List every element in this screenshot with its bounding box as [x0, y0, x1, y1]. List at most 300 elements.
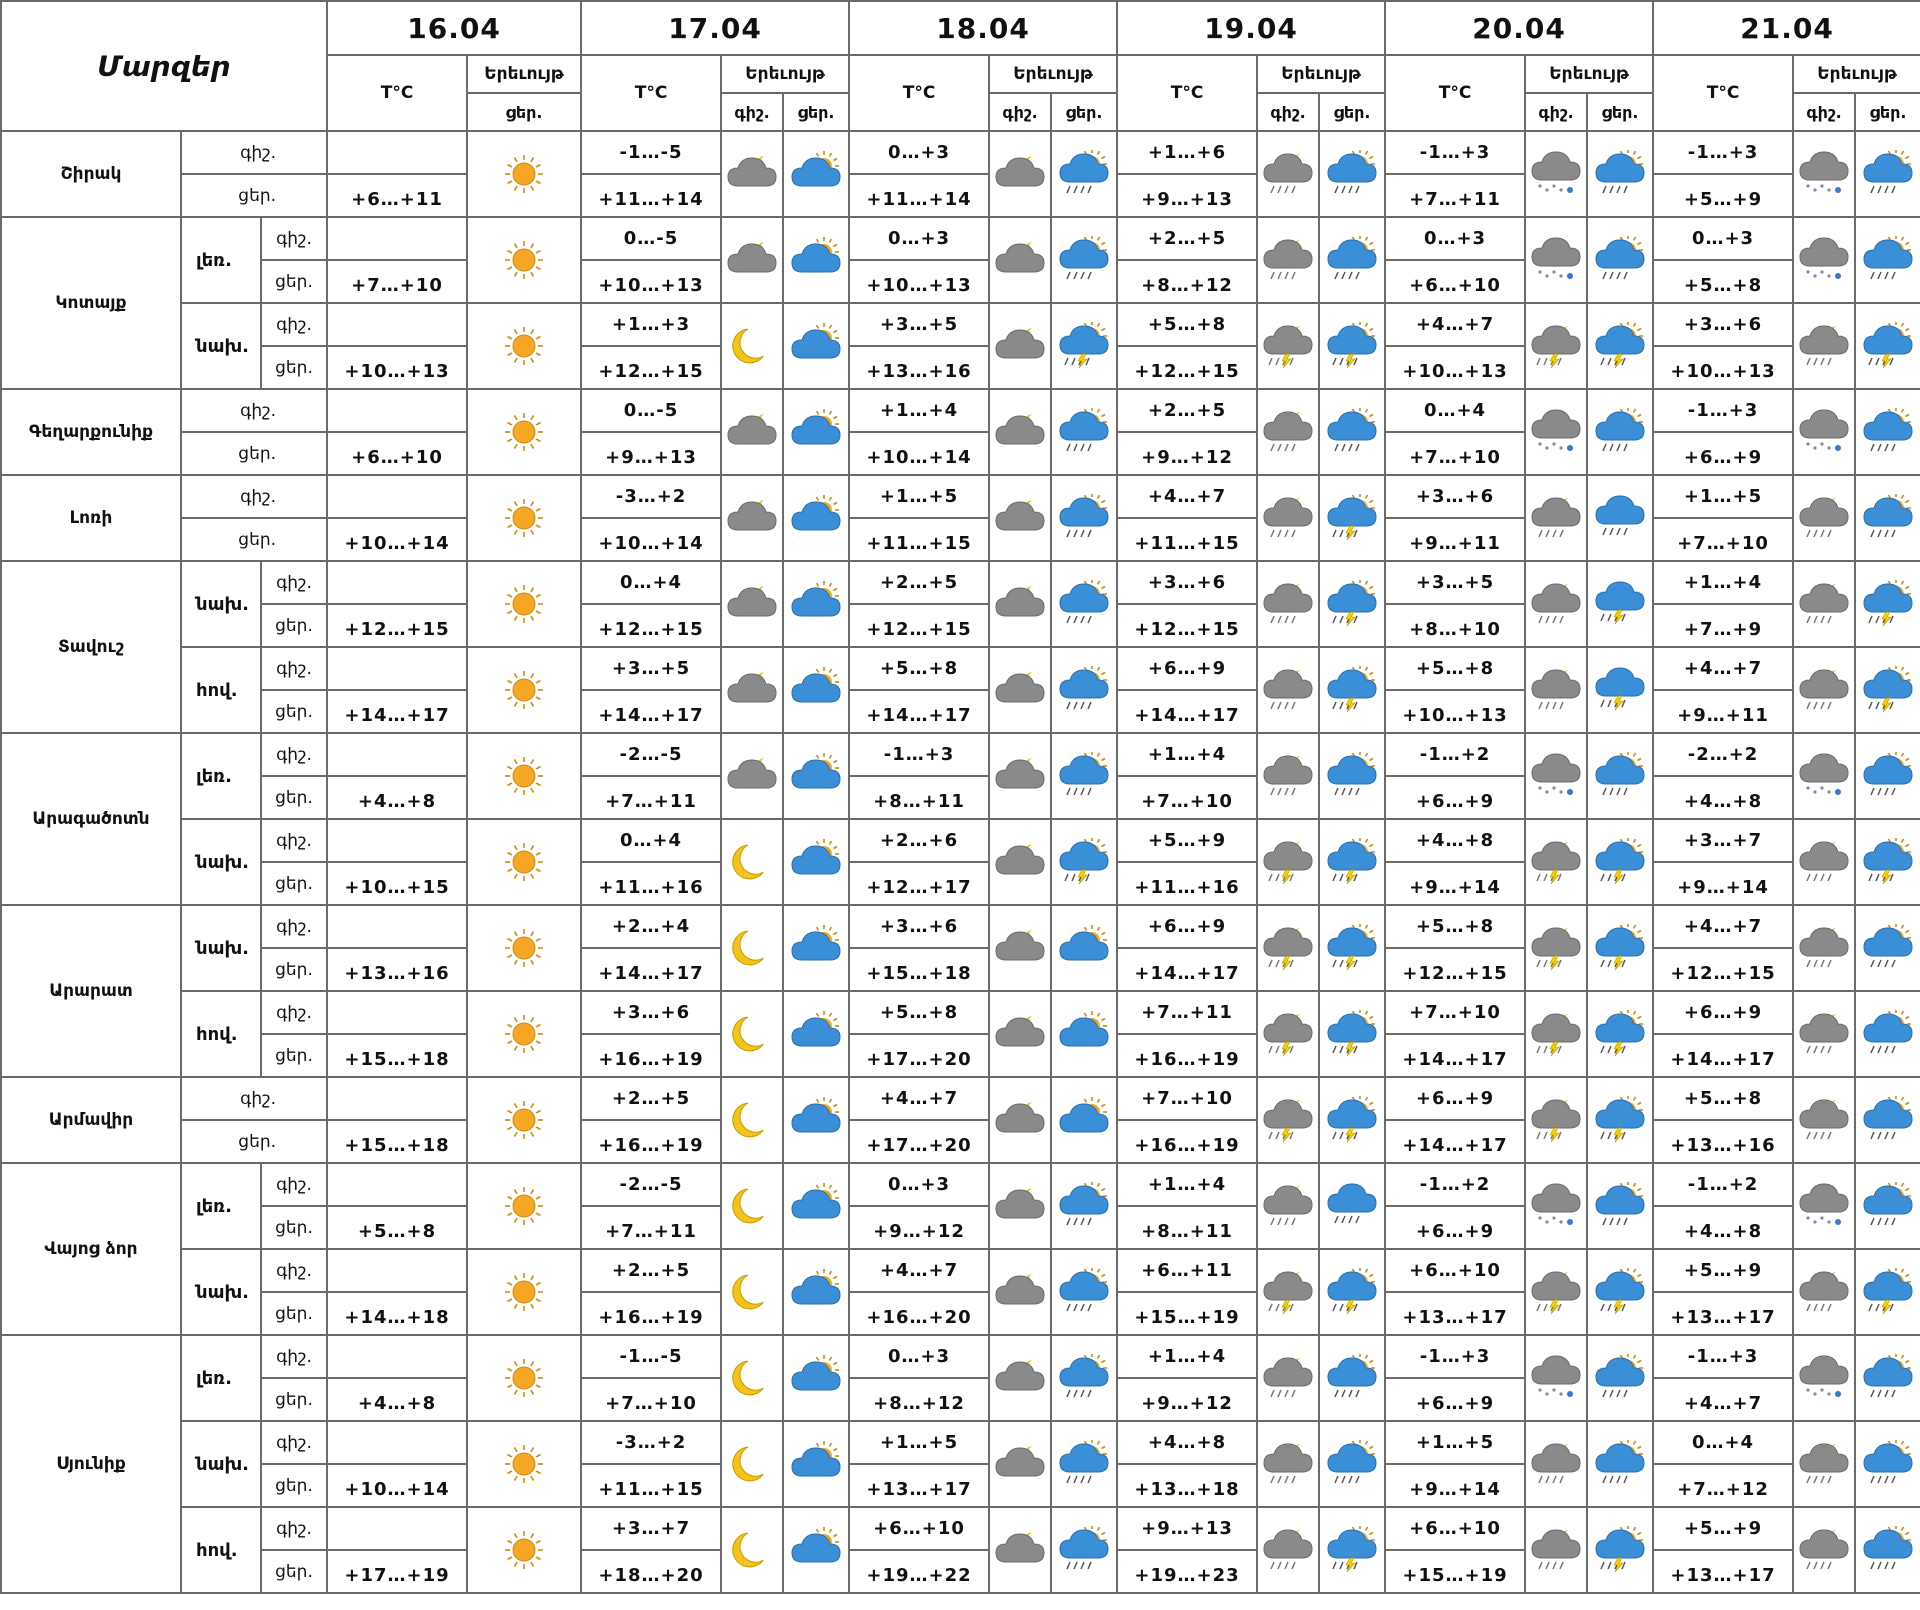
- table-row-night: [1, 647, 1920, 690]
- temperature-day: +7…+11: [1385, 174, 1525, 217]
- blue-cloud-sun-rain-icon: [1587, 1421, 1653, 1507]
- blue-cloud-sun-storm-icon: [1319, 475, 1385, 561]
- temperature-day: +10…+13: [581, 260, 721, 303]
- temperature-night: +2…+5: [1117, 217, 1257, 260]
- moon-icon: [721, 905, 783, 991]
- moon-icon: [721, 1249, 783, 1335]
- table-body: [1, 131, 1920, 1593]
- temperature-day: +7…+9: [1653, 604, 1793, 647]
- night-header: գիշ.: [1525, 93, 1587, 131]
- temperature-header: T°C: [1653, 55, 1793, 131]
- blue-cloud-sun-storm-icon: [1855, 819, 1920, 905]
- sun-icon: [467, 1249, 581, 1335]
- temperature-day: +10…+13: [327, 346, 467, 389]
- blue-cloud-sun-rain-icon: [1319, 1421, 1385, 1507]
- blue-cloud-sun-rain-icon: [1051, 131, 1117, 217]
- cloud-moon-rain-icon: [1793, 819, 1855, 905]
- table-row-night: [1, 1335, 1920, 1378]
- cloud-moon-icon: [989, 1421, 1051, 1507]
- temperature-day: +6…+9: [1385, 776, 1525, 819]
- blue-cloud-sun-rain-icon: [1051, 733, 1117, 819]
- temperature-night: -1…+3: [1385, 1335, 1525, 1378]
- night-label: գիշ.: [261, 561, 327, 604]
- temperature-night: +3…+5: [581, 647, 721, 690]
- temperature-day: +15…+18: [327, 1120, 467, 1163]
- cloud-moon-rain-icon: [1257, 733, 1319, 819]
- blue-cloud-rain-icon: [1587, 475, 1653, 561]
- cloud-snow-icon: [1525, 1335, 1587, 1421]
- cloud-moon-storm-icon: [1525, 1249, 1587, 1335]
- blue-cloud-sun-storm-icon: [1855, 561, 1920, 647]
- blue-cloud-sun-rain-icon: [1051, 561, 1117, 647]
- temperature-day: +16…+19: [581, 1034, 721, 1077]
- day-label: ցեր.: [261, 346, 327, 389]
- table-row-night: [1, 217, 1920, 260]
- temperature-day: +9…+14: [1653, 862, 1793, 905]
- region-name: Վայոց ձոր: [1, 1163, 181, 1335]
- blue-cloud-sun-rain-icon: [1855, 131, 1920, 217]
- temperature-night: +1…+4: [849, 389, 989, 432]
- cloud-moon-icon: [989, 647, 1051, 733]
- temperature-day: +8…+12: [1117, 260, 1257, 303]
- cloud-moon-icon: [989, 475, 1051, 561]
- temperature-day: +5…+8: [1653, 260, 1793, 303]
- temperature-day: +9…+14: [1385, 862, 1525, 905]
- sun-icon: [467, 561, 581, 647]
- day-header: ցեր.: [783, 93, 849, 131]
- temperature-night: +1…+4: [1653, 561, 1793, 604]
- cloud-moon-icon: [989, 389, 1051, 475]
- table-row-night: [1, 819, 1920, 862]
- temperature-day: +18…+20: [581, 1550, 721, 1593]
- blue-cloud-sun-storm-icon: [1319, 561, 1385, 647]
- temperature-day: +4…+7: [1653, 1378, 1793, 1421]
- blue-cloud-sun-rain-icon: [1051, 1335, 1117, 1421]
- temperature-day: +6…+10: [1385, 260, 1525, 303]
- cloud-moon-rain-icon: [1793, 647, 1855, 733]
- night-label: գիշ.: [181, 475, 327, 518]
- temperature-night: +4…+8: [1117, 1421, 1257, 1464]
- cloud-moon-storm-icon: [1525, 819, 1587, 905]
- table-row-night: [1, 1421, 1920, 1464]
- temperature-night: +7…+10: [1117, 1077, 1257, 1120]
- temperature-night: +5…+8: [1117, 303, 1257, 346]
- cloud-moon-rain-icon: [1257, 1335, 1319, 1421]
- day-label: ցեր.: [181, 1120, 327, 1163]
- night-label: գիշ.: [261, 905, 327, 948]
- blue-cloud-sun-storm-icon: [1587, 1507, 1653, 1593]
- temperature-night: +3…+7: [1653, 819, 1793, 862]
- temperature-night-empty: [327, 1249, 467, 1292]
- blue-cloud-sun-storm-icon: [1319, 819, 1385, 905]
- night-label: գիշ.: [261, 303, 327, 346]
- cloud-moon-icon: [989, 303, 1051, 389]
- temperature-day: +4…+8: [1653, 1206, 1793, 1249]
- temperature-day: +13…+16: [1653, 1120, 1793, 1163]
- phenomena-header: Երեւույթ: [1525, 55, 1653, 93]
- sun-icon: [467, 1421, 581, 1507]
- cloud-moon-icon: [989, 905, 1051, 991]
- blue-cloud-storm-icon: [1587, 561, 1653, 647]
- table-row-night: [1, 475, 1920, 518]
- cloud-snow-icon: [1793, 733, 1855, 819]
- moon-icon: [721, 1335, 783, 1421]
- temperature-night: +4…+7: [1385, 303, 1525, 346]
- temperature-night: +3…+7: [581, 1507, 721, 1550]
- temperature-header: T°C: [1385, 55, 1525, 131]
- region-name: Շիրակ: [1, 131, 181, 217]
- temperature-night: +3…+5: [1385, 561, 1525, 604]
- night-label: գիշ.: [261, 1335, 327, 1378]
- temperature-day: +11…+14: [581, 174, 721, 217]
- temperature-night: 0…+3: [849, 217, 989, 260]
- temperature-day: +9…+11: [1385, 518, 1525, 561]
- blue-cloud-sun-icon: [783, 1163, 849, 1249]
- temperature-night: +1…+5: [849, 1421, 989, 1464]
- cloud-moon-icon: [989, 1163, 1051, 1249]
- temperature-day: +9…+13: [1117, 174, 1257, 217]
- table-row-night: [1, 303, 1920, 346]
- blue-cloud-sun-storm-icon: [1051, 819, 1117, 905]
- temperature-night: 0…-5: [581, 389, 721, 432]
- temperature-day: +13…+17: [1653, 1292, 1793, 1335]
- date-header: 18.04: [849, 1, 1117, 55]
- region-name: Գեղարքունիք: [1, 389, 181, 475]
- temperature-night: +5…+8: [1653, 1077, 1793, 1120]
- temperature-night: +1…+3: [581, 303, 721, 346]
- temperature-day: +10…+13: [849, 260, 989, 303]
- temperature-night-empty: [327, 991, 467, 1034]
- region-name: Տավուշ: [1, 561, 181, 733]
- table-row-night: [1, 733, 1920, 776]
- temperature-day: +8…+10: [1385, 604, 1525, 647]
- blue-cloud-sun-storm-icon: [1855, 647, 1920, 733]
- table-row-night: [1, 561, 1920, 604]
- temperature-night-empty: [327, 217, 467, 260]
- moon-icon: [721, 1163, 783, 1249]
- blue-cloud-sun-storm-icon: [1319, 647, 1385, 733]
- blue-cloud-sun-icon: [783, 475, 849, 561]
- night-label: գիշ.: [261, 1163, 327, 1206]
- cloud-snow-icon: [1793, 1335, 1855, 1421]
- night-header: գիշ.: [721, 93, 783, 131]
- date-header: 20.04: [1385, 1, 1653, 55]
- day-label: ցեր.: [261, 1464, 327, 1507]
- temperature-night-empty: [327, 475, 467, 518]
- day-header: ցեր.: [467, 93, 581, 131]
- cloud-moon-rain-icon: [1257, 647, 1319, 733]
- day-label: ցեր.: [181, 174, 327, 217]
- temperature-day: +8…+11: [849, 776, 989, 819]
- temperature-night: +3…+6: [849, 905, 989, 948]
- temperature-day: +16…+19: [581, 1120, 721, 1163]
- blue-cloud-sun-rain-icon: [1855, 1163, 1920, 1249]
- cloud-snow-icon: [1793, 131, 1855, 217]
- temperature-day: +5…+8: [327, 1206, 467, 1249]
- blue-cloud-sun-storm-icon: [1587, 303, 1653, 389]
- temperature-night: +1…+5: [1653, 475, 1793, 518]
- temperature-day: +16…+19: [1117, 1120, 1257, 1163]
- region-name: Կոտայք: [1, 217, 181, 389]
- day-label: ցեր.: [261, 1206, 327, 1249]
- temperature-night-empty: [327, 389, 467, 432]
- temperature-day: +10…+13: [1653, 346, 1793, 389]
- temperature-night: +7…+10: [1385, 991, 1525, 1034]
- phenomena-header: Երեւույթ: [1793, 55, 1920, 93]
- temperature-night-empty: [327, 561, 467, 604]
- temperature-night: 0…+3: [1385, 217, 1525, 260]
- blue-cloud-storm-icon: [1587, 647, 1653, 733]
- moon-icon: [721, 1507, 783, 1593]
- blue-cloud-sun-rain-icon: [1587, 1163, 1653, 1249]
- region-name: Արարատ: [1, 905, 181, 1077]
- temperature-night-empty: [327, 303, 467, 346]
- temperature-night: +6…+10: [1385, 1507, 1525, 1550]
- day-label: ցեր.: [261, 690, 327, 733]
- sun-icon: [467, 389, 581, 475]
- cloud-snow-icon: [1525, 131, 1587, 217]
- cloud-snow-icon: [1793, 1163, 1855, 1249]
- temperature-night: +4…+7: [1653, 905, 1793, 948]
- temperature-night: 0…+3: [849, 131, 989, 174]
- subregion-label: հով.: [181, 1507, 261, 1593]
- blue-cloud-sun-icon: [783, 561, 849, 647]
- temperature-night: -2…-5: [581, 733, 721, 776]
- region-column-header: Մարզեր: [1, 1, 327, 131]
- cloud-moon-rain-icon: [1525, 561, 1587, 647]
- temperature-night: +9…+13: [1117, 1507, 1257, 1550]
- temperature-night: +5…+8: [1385, 647, 1525, 690]
- temperature-night: +6…+10: [1385, 1249, 1525, 1292]
- day-label: ցեր.: [181, 432, 327, 475]
- temperature-night: +5…+9: [1117, 819, 1257, 862]
- temperature-night: +7…+11: [1117, 991, 1257, 1034]
- temperature-day: +11…+16: [581, 862, 721, 905]
- cloud-moon-storm-icon: [1525, 303, 1587, 389]
- temperature-night: +3…+6: [581, 991, 721, 1034]
- temperature-night: -1…+3: [1653, 1335, 1793, 1378]
- temperature-day: +7…+10: [1117, 776, 1257, 819]
- temperature-night-empty: [327, 1335, 467, 1378]
- cloud-moon-icon: [989, 819, 1051, 905]
- cloud-moon-icon: [721, 131, 783, 217]
- temperature-night-empty: [327, 819, 467, 862]
- temperature-day: +14…+17: [1653, 1034, 1793, 1077]
- blue-cloud-sun-rain-icon: [1051, 217, 1117, 303]
- temperature-header: T°C: [581, 55, 721, 131]
- temperature-night: +5…+8: [849, 991, 989, 1034]
- temperature-night: -1…+2: [1653, 1163, 1793, 1206]
- temperature-night: +1…+4: [1117, 1163, 1257, 1206]
- day-header: ցեր.: [1587, 93, 1653, 131]
- blue-cloud-sun-rain-icon: [1855, 1507, 1920, 1593]
- blue-cloud-sun-storm-icon: [1319, 1077, 1385, 1163]
- temperature-night: +3…+6: [1653, 303, 1793, 346]
- blue-cloud-sun-rain-icon: [1319, 131, 1385, 217]
- blue-cloud-sun-icon: [1051, 991, 1117, 1077]
- blue-cloud-sun-rain-icon: [1051, 1421, 1117, 1507]
- blue-cloud-sun-storm-icon: [1587, 1077, 1653, 1163]
- temperature-day: +14…+17: [581, 690, 721, 733]
- temperature-day: +9…+13: [581, 432, 721, 475]
- temperature-night: +6…+11: [1117, 1249, 1257, 1292]
- date-header: 21.04: [1653, 1, 1920, 55]
- night-label: գիշ.: [261, 647, 327, 690]
- blue-cloud-sun-rain-icon: [1051, 1507, 1117, 1593]
- blue-cloud-sun-icon: [783, 647, 849, 733]
- header-row-dates: [1, 1, 1920, 55]
- temperature-day: +17…+20: [849, 1120, 989, 1163]
- temperature-day: +12…+15: [849, 604, 989, 647]
- subregion-label: լեռ.: [181, 733, 261, 819]
- day-header: ցեր.: [1051, 93, 1117, 131]
- temperature-night: +3…+5: [849, 303, 989, 346]
- sun-icon: [467, 1077, 581, 1163]
- temperature-day: +6…+9: [1653, 432, 1793, 475]
- temperature-night: 0…+4: [581, 561, 721, 604]
- temperature-night: 0…-5: [581, 217, 721, 260]
- cloud-moon-rain-icon: [1793, 1077, 1855, 1163]
- sun-icon: [467, 475, 581, 561]
- day-header: ցեր.: [1855, 93, 1920, 131]
- cloud-moon-storm-icon: [1257, 905, 1319, 991]
- temperature-night: -1…+3: [1653, 131, 1793, 174]
- temperature-night: +2…+5: [581, 1249, 721, 1292]
- cloud-moon-rain-icon: [1257, 1421, 1319, 1507]
- table-row-night: [1, 131, 1920, 174]
- temperature-day: +10…+14: [327, 518, 467, 561]
- temperature-day: +17…+19: [327, 1550, 467, 1593]
- blue-cloud-sun-rain-icon: [1587, 131, 1653, 217]
- sun-icon: [467, 303, 581, 389]
- blue-cloud-sun-storm-icon: [1587, 991, 1653, 1077]
- temperature-night-empty: [327, 647, 467, 690]
- blue-cloud-sun-icon: [783, 905, 849, 991]
- temperature-day: +14…+17: [1385, 1120, 1525, 1163]
- temperature-day: +15…+19: [1117, 1292, 1257, 1335]
- temperature-night: +1…+4: [1117, 733, 1257, 776]
- temperature-day: +14…+17: [1117, 690, 1257, 733]
- blue-cloud-sun-rain-icon: [1855, 389, 1920, 475]
- temperature-night-empty: [327, 905, 467, 948]
- temperature-day: +12…+15: [581, 346, 721, 389]
- blue-cloud-sun-rain-icon: [1587, 1335, 1653, 1421]
- phenomena-header: Երեւույթ: [1257, 55, 1385, 93]
- temperature-header: T°C: [1117, 55, 1257, 131]
- region-name: Արմավիր: [1, 1077, 181, 1163]
- temperature-day: +6…+10: [327, 432, 467, 475]
- blue-cloud-sun-storm-icon: [1319, 303, 1385, 389]
- cloud-moon-icon: [721, 475, 783, 561]
- day-label: ցեր.: [261, 776, 327, 819]
- temperature-day: +13…+16: [327, 948, 467, 991]
- cloud-moon-icon: [721, 389, 783, 475]
- temperature-day: +15…+18: [327, 1034, 467, 1077]
- temperature-day: +4…+8: [327, 776, 467, 819]
- temperature-night-empty: [327, 131, 467, 174]
- day-label: ցեր.: [261, 1550, 327, 1593]
- blue-cloud-sun-storm-icon: [1051, 303, 1117, 389]
- temperature-day: +13…+17: [1385, 1292, 1525, 1335]
- temperature-day: +4…+8: [327, 1378, 467, 1421]
- cloud-moon-icon: [989, 1507, 1051, 1593]
- temperature-day: +10…+15: [327, 862, 467, 905]
- cloud-snow-icon: [1525, 217, 1587, 303]
- cloud-moon-icon: [989, 1249, 1051, 1335]
- date-header: 16.04: [327, 1, 581, 55]
- blue-cloud-sun-storm-icon: [1587, 1249, 1653, 1335]
- blue-cloud-sun-storm-icon: [1587, 819, 1653, 905]
- subregion-label: նախ.: [181, 1249, 261, 1335]
- temperature-night: +6…+9: [1117, 905, 1257, 948]
- day-label: ցեր.: [181, 518, 327, 561]
- sun-icon: [467, 1335, 581, 1421]
- sun-icon: [467, 905, 581, 991]
- blue-cloud-sun-rain-icon: [1855, 1077, 1920, 1163]
- cloud-moon-icon: [989, 733, 1051, 819]
- blue-cloud-sun-rain-icon: [1855, 991, 1920, 1077]
- blue-cloud-sun-rain-icon: [1855, 1335, 1920, 1421]
- temperature-night: +5…+9: [1653, 1507, 1793, 1550]
- temperature-night: 0…+4: [581, 819, 721, 862]
- temperature-day: +12…+15: [1653, 948, 1793, 991]
- day-label: ցեր.: [261, 948, 327, 991]
- phenomena-header: Երեւույթ: [989, 55, 1117, 93]
- temperature-day: +13…+18: [1117, 1464, 1257, 1507]
- table-row-night: [1, 1249, 1920, 1292]
- night-header: գիշ.: [1257, 93, 1319, 131]
- cloud-moon-rain-icon: [1793, 905, 1855, 991]
- temperature-day: +7…+10: [327, 260, 467, 303]
- cloud-moon-icon: [721, 561, 783, 647]
- temperature-day: +19…+23: [1117, 1550, 1257, 1593]
- temperature-day: +10…+14: [581, 518, 721, 561]
- cloud-moon-rain-icon: [1257, 1507, 1319, 1593]
- temperature-day: +12…+15: [327, 604, 467, 647]
- cloud-moon-icon: [989, 561, 1051, 647]
- temperature-night: -1…+2: [1385, 1163, 1525, 1206]
- sun-icon: [467, 131, 581, 217]
- cloud-moon-rain-icon: [1525, 475, 1587, 561]
- blue-cloud-sun-icon: [783, 733, 849, 819]
- region-name: Արագածոտն: [1, 733, 181, 905]
- temperature-night: -1…+2: [1385, 733, 1525, 776]
- cloud-moon-icon: [721, 733, 783, 819]
- temperature-day: +6…+11: [327, 174, 467, 217]
- subregion-label: նախ.: [181, 1421, 261, 1507]
- temperature-day: +7…+11: [581, 776, 721, 819]
- temperature-day: +11…+15: [1117, 518, 1257, 561]
- blue-cloud-sun-rain-icon: [1051, 475, 1117, 561]
- temperature-day: +11…+16: [1117, 862, 1257, 905]
- blue-cloud-sun-icon: [1051, 1077, 1117, 1163]
- cloud-moon-rain-icon: [1257, 561, 1319, 647]
- blue-cloud-sun-rain-icon: [1051, 1163, 1117, 1249]
- night-label: գիշ.: [261, 819, 327, 862]
- cloud-snow-icon: [1525, 733, 1587, 819]
- day-label: ցեր.: [261, 1034, 327, 1077]
- blue-cloud-sun-icon: [783, 389, 849, 475]
- temperature-night: +5…+8: [849, 647, 989, 690]
- temperature-night: +4…+7: [849, 1249, 989, 1292]
- blue-cloud-sun-rain-icon: [1051, 1249, 1117, 1335]
- phenomena-header: Երեւույթ: [467, 55, 581, 93]
- temperature-night: +4…+7: [1117, 475, 1257, 518]
- night-label: գիշ.: [261, 991, 327, 1034]
- blue-cloud-sun-storm-icon: [1319, 991, 1385, 1077]
- temperature-day: +10…+13: [1385, 346, 1525, 389]
- temperature-day: +13…+16: [849, 346, 989, 389]
